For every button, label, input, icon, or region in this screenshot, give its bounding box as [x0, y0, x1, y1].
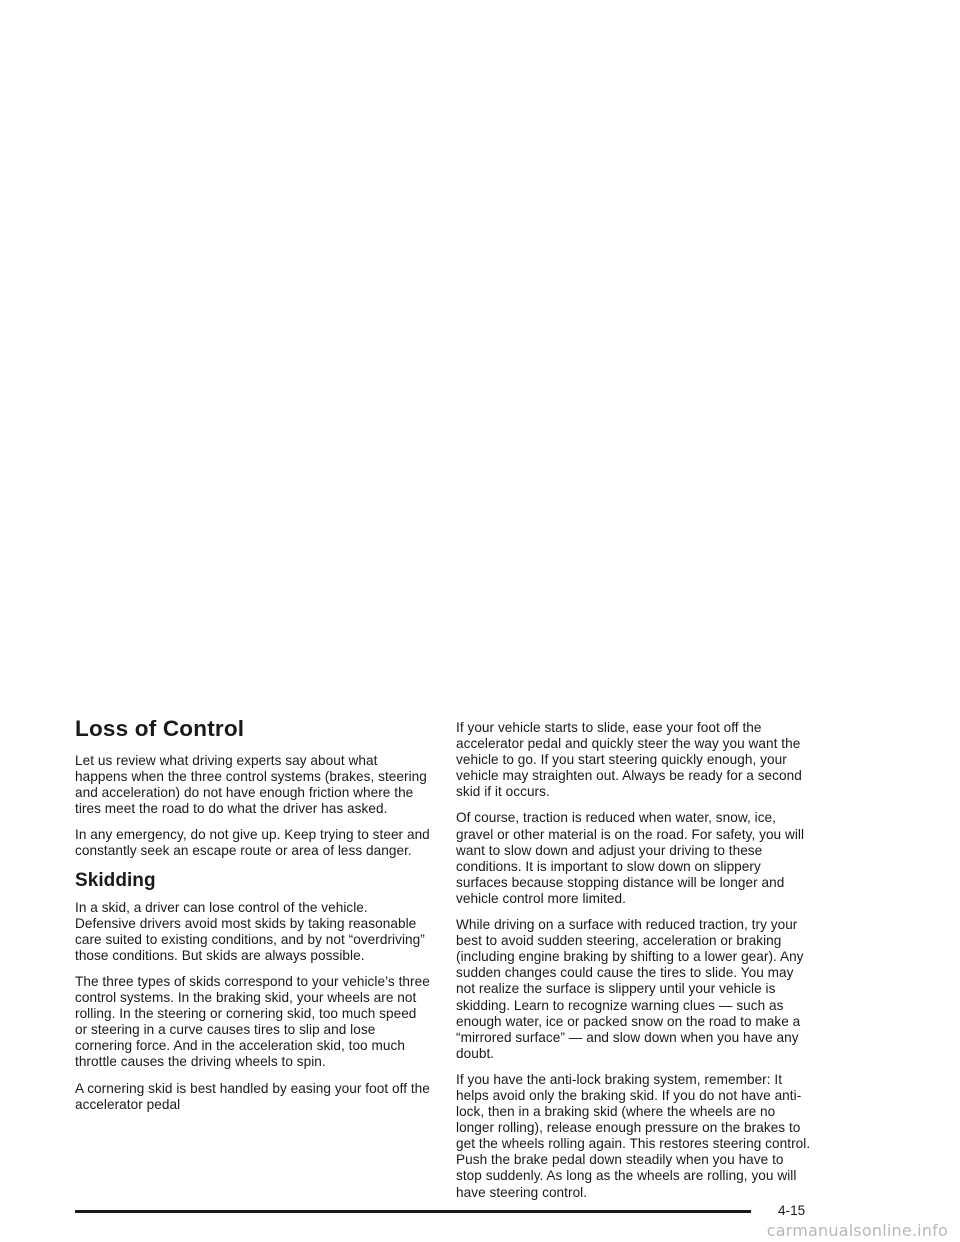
page-number: 4-15	[778, 1203, 806, 1218]
watermark: carmanualsonline.info	[766, 1221, 948, 1240]
paragraph-skid-intro: In a skid, a driver can lose control of the vehicle. Defensive drivers avoid most skids by taking reasonable care suited to existing conditions, and by not “overdriving” those conditions. But skids are always possible.	[75, 899, 425, 963]
paragraph-emergency-advice: In any emergency, do not give up. Keep trying to steer and constantly seek an escape route or area of less danger.	[75, 827, 430, 859]
paragraph-loss-of-control-intro: Let us review what driving experts say about what happens when the three control systems (brakes, steering and acceleration) do not have enough friction where the tires meet the road to do what the driver has asked.	[75, 753, 427, 817]
paragraph-cornering-skid: A cornering skid is best handled by easing your foot off the accelerator pedal	[75, 1080, 430, 1112]
paragraph-anti-lock-brakes: If you have the anti-lock braking system, remember: It helps avoid only the braking skid. If you do not have anti-lock, then in a braking skid (where the wheels are no longer rolling), release enough pressure on the brakes to get the wheels rolling again. This restores steering control. Push the brake pedal down steadily when you have to stop suddenly. As long as the wheels are rolling, you will have steering control.	[456, 1071, 811, 1200]
section-title-loss-of-control: Loss of Control	[75, 716, 245, 741]
left-column	[75, 716, 431, 1123]
paragraph-vehicle-slide: If your vehicle starts to slide, ease your foot off the accelerator pedal and quickly steer the way you want the vehicle to go. If you start steering quickly enough, your vehicle may straighten out. Always be ready for a second skid if it occurs.	[456, 720, 802, 800]
paragraph-avoid-sudden-changes: While driving on a surface with reduced traction, try your best to avoid sudden steering, acceleration or braking (including engine braking by shifting to a lower gear). Any sudden changes could cause the tires to slide. You may not realize the surface is slippery until your vehicle is skidding. Learn to recognize warning clues — such as enough water, ice or packed snow on the road to make a “mirrored surface” — and slow down when you have any doubt.	[456, 917, 804, 1061]
paragraph-reduced-traction: Of course, traction is reduced when water, snow, ice, gravel or other material is on the road. For safety, you will want to slow down and adjust your driving to these conditions. It is important to slow down on slippery surfaces because stopping distance will be longer and vehicle control more limited.	[456, 810, 805, 906]
paragraph-skid-types: The three types of skids correspond to your vehicle’s three control systems. In the braking skid, your wheels are not rolling. In the steering or cornering skid, too much speed or steering in a curve causes tires to slip and lose cornering force. And in the acceleration skid, too much throttle causes the driving wheels to spin.	[75, 973, 430, 1070]
footer-rule	[75, 1210, 751, 1213]
right-column	[456, 720, 812, 1211]
section-title-skidding: Skidding	[75, 869, 156, 891]
